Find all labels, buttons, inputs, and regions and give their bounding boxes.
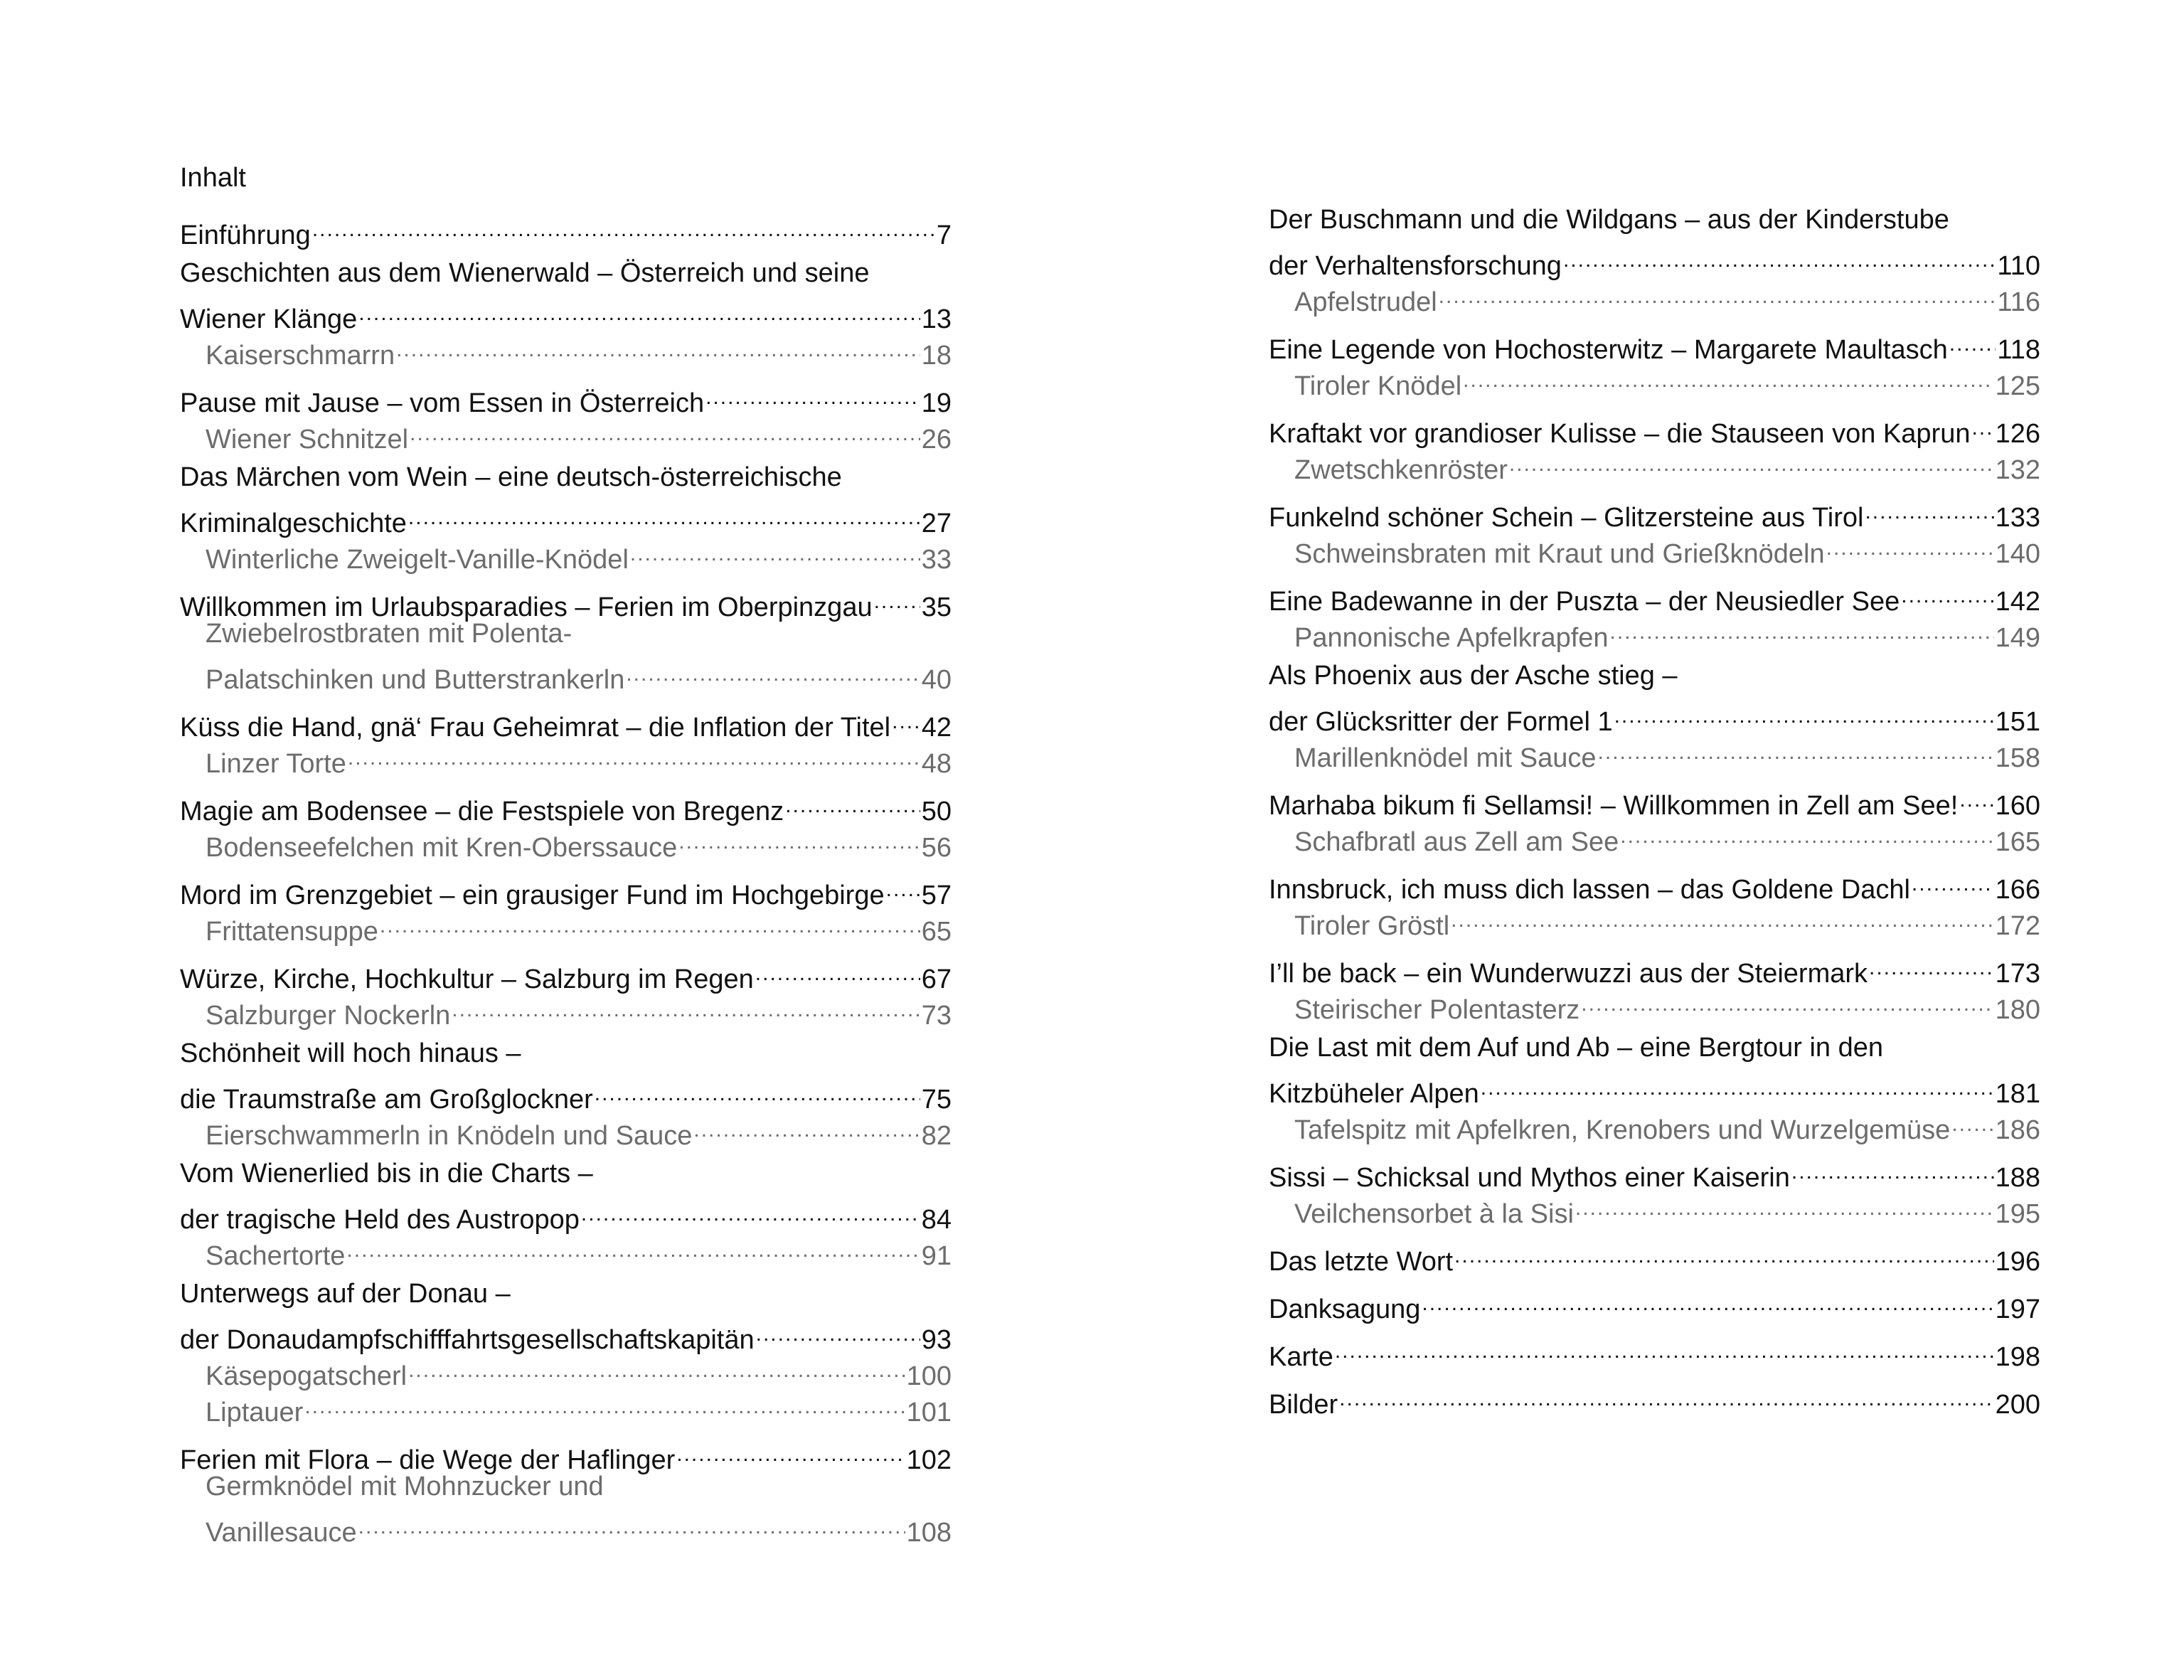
chapter-title: Marhaba bikum fi Sellamsi! – Willkommen in Zell am See!	[1269, 791, 1959, 821]
page-number: 186	[1995, 1115, 2040, 1145]
chapter-line	[180, 868, 952, 910]
page-number: 195	[1995, 1199, 2040, 1229]
dot-leader	[348, 736, 920, 772]
dot-leader	[1563, 238, 1996, 275]
dot-leader	[408, 1349, 905, 1385]
recipe-title: Vanillesauce	[206, 1518, 357, 1548]
recipe-line	[180, 652, 952, 695]
chapter-line	[180, 1192, 952, 1235]
dot-leader	[1439, 275, 1996, 311]
dot-leader	[304, 1385, 905, 1421]
chapter-title: Die Last mit dem Auf und Ab – eine Bergtour in den	[1269, 1033, 1883, 1063]
dot-leader	[693, 1108, 920, 1144]
chapter-line	[1269, 238, 2040, 281]
page-number: 18	[921, 341, 952, 371]
recipe-title: Veilchensorbet à la Sisi	[1294, 1199, 1574, 1229]
page-number: 56	[921, 833, 952, 863]
dot-leader	[705, 376, 920, 412]
chapter-title: Kriminalgeschichte	[180, 509, 407, 538]
toc-entry	[180, 784, 952, 863]
chapter-title: Geschichten aus dem Wienerwald – Österreich und seine	[180, 258, 870, 288]
page-number: 181	[1995, 1079, 2040, 1109]
recipe-title: Apfelstrudel	[1294, 287, 1437, 317]
toc-entry	[180, 952, 952, 1031]
recipe-title: Steirischer Polentasterz	[1294, 995, 1580, 1025]
page-number: 13	[921, 304, 952, 334]
recipe-title: Bodenseefelchen mit Kren-Oberssauce	[206, 833, 678, 863]
right-page	[1092, 0, 2184, 1680]
chapter-title: I’ll be back – ein Wunderwuzzi aus der Steiermark	[1269, 959, 1868, 989]
page-number: 101	[906, 1398, 952, 1428]
page-number: 19	[921, 388, 952, 418]
dot-leader	[1454, 1234, 1994, 1270]
recipe-title: Marillenknödel mit Sauce	[1294, 743, 1597, 773]
toc-entry	[180, 255, 952, 371]
dot-leader	[1463, 358, 1993, 395]
chapter-line	[1269, 1066, 2040, 1109]
dot-leader	[892, 700, 920, 736]
chapter-title: Pause mit Jause – vom Essen in Österreich	[180, 388, 705, 418]
chapter-line	[180, 580, 952, 622]
dot-leader	[1826, 526, 1994, 563]
chapter-line	[1269, 490, 2040, 533]
recipe-title: Tafelspitz mit Apfelkren, Krenobers und Wurzelgemüse	[1294, 1115, 1951, 1145]
dot-leader	[1791, 1150, 1994, 1186]
chapter-title: Innsbruck, ich muss dich lassen – das Goldene Dachl	[1269, 875, 1910, 905]
page-number: 26	[921, 425, 952, 454]
chapter-line	[1269, 574, 2040, 617]
toc-entry	[1269, 1150, 2040, 1229]
chapter-line	[180, 784, 952, 826]
chapter-title: Küss die Hand, gnä‘ Frau Geheimrat – die Inflation der Titel	[180, 713, 891, 743]
chapter-title: Funkelnd schöner Schein – Glitzersteine aus Tirol	[1269, 503, 1864, 533]
chapter-line	[1269, 202, 2040, 238]
recipe-line	[180, 1505, 952, 1548]
page-number: 110	[1997, 251, 2040, 281]
toc-entry	[1269, 946, 2040, 1025]
page-number: 172	[1995, 911, 2040, 941]
page-number: 73	[921, 1001, 952, 1031]
chapter-line	[1269, 1282, 2040, 1324]
chapter-line	[1269, 322, 2040, 365]
chapter-title: Unterwegs auf der Donau –	[180, 1279, 511, 1309]
chapter-title: Bilder	[1269, 1390, 1338, 1420]
page-number: 149	[1995, 623, 2040, 653]
recipe-title: Linzer Torte	[206, 749, 346, 779]
chapter-title: Eine Badewanne in der Puszta – der Neusiedler See	[1269, 587, 1900, 617]
page-number: 173	[1995, 959, 2040, 989]
dot-leader	[1481, 1066, 1994, 1102]
page-number: 158	[1995, 743, 2040, 773]
chapter-line	[180, 208, 952, 250]
chapter-title: die Traumstraße am Großglockner	[180, 1085, 593, 1115]
recipe-title: Zwiebelrostbraten mit Polenta-	[206, 619, 572, 649]
chapter-title: Vom Wienerlied bis in die Charts –	[180, 1159, 593, 1189]
dot-leader	[452, 988, 920, 1024]
page-number: 166	[1995, 875, 2040, 905]
chapter-line	[180, 459, 952, 496]
toc-entry	[180, 1156, 952, 1271]
chapter-title: Kraftakt vor grandioser Kulisse – die Stauseen von Kaprun	[1269, 419, 1971, 449]
chapter-title: Karte	[1269, 1342, 1333, 1372]
chapter-title: Willkommen im Urlaubsparadies – Ferien im Oberpinzgau	[180, 592, 873, 622]
page-number: 108	[906, 1518, 952, 1548]
dot-leader	[1335, 1329, 1994, 1366]
chapter-title: Der Buschmann und die Wildgans – aus der Kinderstube	[1269, 205, 1949, 235]
toc-entry	[1269, 1030, 2040, 1145]
page-number: 165	[1995, 827, 2040, 857]
dot-leader	[358, 1505, 905, 1541]
dot-leader	[408, 496, 920, 532]
dot-leader	[1620, 814, 1993, 851]
dot-leader	[1949, 322, 1996, 358]
dot-leader	[1575, 1186, 1994, 1223]
dot-leader	[1509, 442, 1994, 479]
chapter-line	[180, 1156, 952, 1192]
chapter-line	[180, 1276, 952, 1312]
page-number: 132	[1995, 455, 2040, 485]
toc-right-column	[1269, 202, 2040, 1425]
chapter-title: Ferien mit Flora – die Wege der Haflinger	[180, 1445, 676, 1475]
page-number: 57	[921, 881, 952, 910]
page-number: 197	[1995, 1294, 2040, 1324]
page-number: 116	[1997, 287, 2040, 317]
page-number: 196	[1995, 1247, 2040, 1277]
toc-entry	[180, 208, 952, 250]
toc-entry	[1269, 1377, 2040, 1420]
recipe-title: Schafbratl aus Zell am See	[1294, 827, 1619, 857]
dot-leader	[1869, 946, 1994, 982]
recipe-title: Frittatensuppe	[206, 917, 378, 947]
dot-leader	[380, 904, 920, 940]
toc-heading: Inhalt	[180, 163, 246, 193]
toc-entry	[180, 459, 952, 575]
chapter-line	[1269, 1377, 2040, 1420]
dot-leader	[626, 652, 920, 689]
recipe-title: Schweinsbraten mit Kraut und Grießknödeln	[1294, 539, 1825, 569]
recipe-title: Germknödel mit Mohnzucker und	[206, 1472, 604, 1501]
page-number: 200	[1995, 1390, 2040, 1420]
chapter-line	[1269, 946, 2040, 989]
dot-leader	[785, 784, 920, 820]
page-number: 82	[921, 1121, 952, 1151]
page-number: 125	[1995, 371, 2040, 401]
dot-leader	[1598, 730, 1994, 767]
page-number: 140	[1995, 539, 2040, 569]
page-number: 160	[1995, 791, 2040, 821]
page-number: 100	[906, 1361, 952, 1391]
toc-entry	[1269, 322, 2040, 401]
dot-leader	[396, 328, 920, 364]
page-number: 93	[921, 1325, 952, 1355]
toc-entry	[1269, 778, 2040, 857]
page-number: 48	[921, 749, 952, 779]
toc-entry	[1269, 862, 2040, 941]
recipe-title: Pannonische Apfelkrapfen	[1294, 623, 1609, 653]
dot-leader	[874, 580, 920, 616]
dot-leader	[1614, 694, 1994, 730]
recipe-title: Käsepogatscherl	[206, 1361, 407, 1391]
chapter-line	[180, 1432, 952, 1475]
chapter-title: Das Märchen vom Wein – eine deutsch-österreichische	[180, 462, 842, 492]
page-number: 33	[921, 545, 952, 575]
chapter-title: Das letzte Wort	[1269, 1247, 1454, 1277]
page-number: 35	[921, 592, 952, 622]
toc-entry	[180, 376, 952, 454]
recipe-title: Salzburger Nockerln	[206, 1001, 451, 1031]
chapter-line	[180, 1036, 952, 1072]
chapter-title: Magie am Bodensee – die Festspiele von Bregenz	[180, 797, 784, 826]
chapter-title: Schönheit will hoch hinaus –	[180, 1038, 521, 1068]
page-number: 84	[921, 1205, 952, 1235]
page-number: 102	[906, 1445, 952, 1475]
dot-leader	[676, 1432, 905, 1469]
chapter-line	[180, 496, 952, 538]
page-number: 67	[921, 964, 952, 994]
chapter-title: Sissi – Schicksal und Mythos einer Kaiserin	[1269, 1163, 1790, 1193]
chapter-line	[180, 952, 952, 994]
page-number: 91	[921, 1241, 952, 1271]
chapter-title: der Donaudampfschifffahrtsgesellschaftskapitän	[180, 1325, 755, 1355]
recipe-title: Eierschwammerln in Knödeln und Sauce	[206, 1121, 693, 1151]
chapter-line	[1269, 694, 2040, 737]
chapter-title: Mord im Grenzgebiet – ein grausiger Fund im Hochgebirge	[180, 881, 885, 910]
recipe-title: Liptauer	[206, 1398, 304, 1428]
dot-leader	[1951, 1102, 1993, 1139]
page-number: 42	[921, 713, 952, 743]
page-number: 7	[936, 220, 952, 250]
chapter-line	[1269, 658, 2040, 694]
dot-leader	[1610, 610, 1994, 647]
recipe-title: Wiener Schnitzel	[206, 425, 409, 454]
chapter-line	[1269, 406, 2040, 449]
toc-entry	[180, 700, 952, 779]
dot-leader	[1912, 862, 1994, 898]
dot-leader	[755, 952, 920, 988]
chapter-title: Kitzbüheler Alpen	[1269, 1079, 1479, 1109]
toc-entry	[180, 1432, 952, 1548]
recipe-title: Tiroler Knödel	[1294, 371, 1462, 401]
recipe-title: Winterliche Zweigelt-Vanille-Knödel	[206, 545, 629, 575]
page-number: 133	[1995, 503, 2040, 533]
chapter-line	[1269, 1030, 2040, 1066]
recipe-line	[180, 1469, 952, 1505]
dot-leader	[886, 868, 920, 904]
toc-entry	[180, 868, 952, 947]
toc-entry	[1269, 1329, 2040, 1372]
toc-entry	[1269, 490, 2040, 569]
dot-leader	[595, 1072, 920, 1108]
recipe-title: Palatschinken und Butterstrankerln	[206, 665, 625, 695]
dot-leader	[1865, 490, 1993, 526]
chapter-title: der tragische Held des Austropop	[180, 1205, 580, 1235]
recipe-title: Kaiserschmarrn	[206, 341, 395, 371]
recipe-title: Sachertorte	[206, 1241, 346, 1271]
chapter-line	[180, 255, 952, 292]
page-number: 198	[1995, 1342, 2040, 1372]
page-number: 126	[1995, 419, 2040, 449]
chapter-title: Würze, Kirche, Hochkultur – Salzburg im Regen	[180, 964, 754, 994]
dot-leader	[1581, 982, 1993, 1019]
toc-entry	[180, 1276, 952, 1428]
chapter-line	[1269, 1329, 2040, 1372]
dot-leader	[1901, 574, 1993, 610]
dot-leader	[678, 820, 920, 856]
toc-entry	[1269, 658, 2040, 773]
chapter-line	[180, 1072, 952, 1115]
page-number: 50	[921, 797, 952, 826]
chapter-line	[1269, 1234, 2040, 1277]
dot-leader	[410, 412, 920, 448]
toc-entry	[1269, 406, 2040, 485]
page-number: 142	[1995, 587, 2040, 617]
chapter-title: Einführung	[180, 220, 311, 250]
chapter-title: der Verhaltensforschung	[1269, 251, 1562, 281]
page-number: 65	[921, 917, 952, 947]
toc-left-column	[180, 159, 952, 1553]
recipe-title: Tiroler Gröstl	[1294, 911, 1450, 941]
dot-leader	[756, 1312, 920, 1349]
chapter-title: Wiener Klänge	[180, 304, 358, 334]
dot-leader	[581, 1192, 920, 1228]
dot-leader	[1959, 778, 1993, 814]
toc-entry	[1269, 1282, 2040, 1324]
recipe-title: Zwetschkenröster	[1294, 455, 1508, 485]
dot-leader	[1971, 406, 1993, 442]
dot-leader	[312, 208, 935, 244]
page-number: 180	[1995, 995, 2040, 1025]
toc-entry	[180, 1036, 952, 1151]
chapter-line	[1269, 862, 2040, 905]
dot-leader	[1451, 898, 1993, 935]
chapter-line	[1269, 778, 2040, 821]
toc-entry	[1269, 1234, 2040, 1277]
toc-entry	[1269, 574, 2040, 653]
toc-entry	[1269, 202, 2040, 317]
chapter-line	[180, 700, 952, 743]
page-number: 27	[921, 509, 952, 538]
dot-leader	[1422, 1282, 1993, 1318]
page-number: 40	[921, 665, 952, 695]
chapter-line	[180, 1312, 952, 1355]
chapter-line	[180, 292, 952, 334]
chapter-title: Als Phoenix aus der Asche stieg –	[1269, 661, 1678, 691]
dot-leader	[358, 292, 920, 328]
toc-entry	[180, 580, 952, 695]
page-number: 75	[921, 1085, 952, 1115]
dot-leader	[346, 1228, 920, 1265]
chapter-title: Eine Legende von Hochosterwitz – Margarete Maultasch	[1269, 335, 1948, 365]
chapter-line	[180, 376, 952, 418]
page-number: 188	[1995, 1163, 2040, 1193]
dot-leader	[630, 532, 920, 568]
page-number: 151	[1995, 707, 2040, 737]
chapter-line	[1269, 1150, 2040, 1193]
dot-leader	[1339, 1377, 1993, 1413]
chapter-title: der Glücksritter der Formel 1	[1269, 707, 1613, 737]
page-number: 118	[1997, 335, 2040, 365]
chapter-title: Danksagung	[1269, 1294, 1421, 1324]
